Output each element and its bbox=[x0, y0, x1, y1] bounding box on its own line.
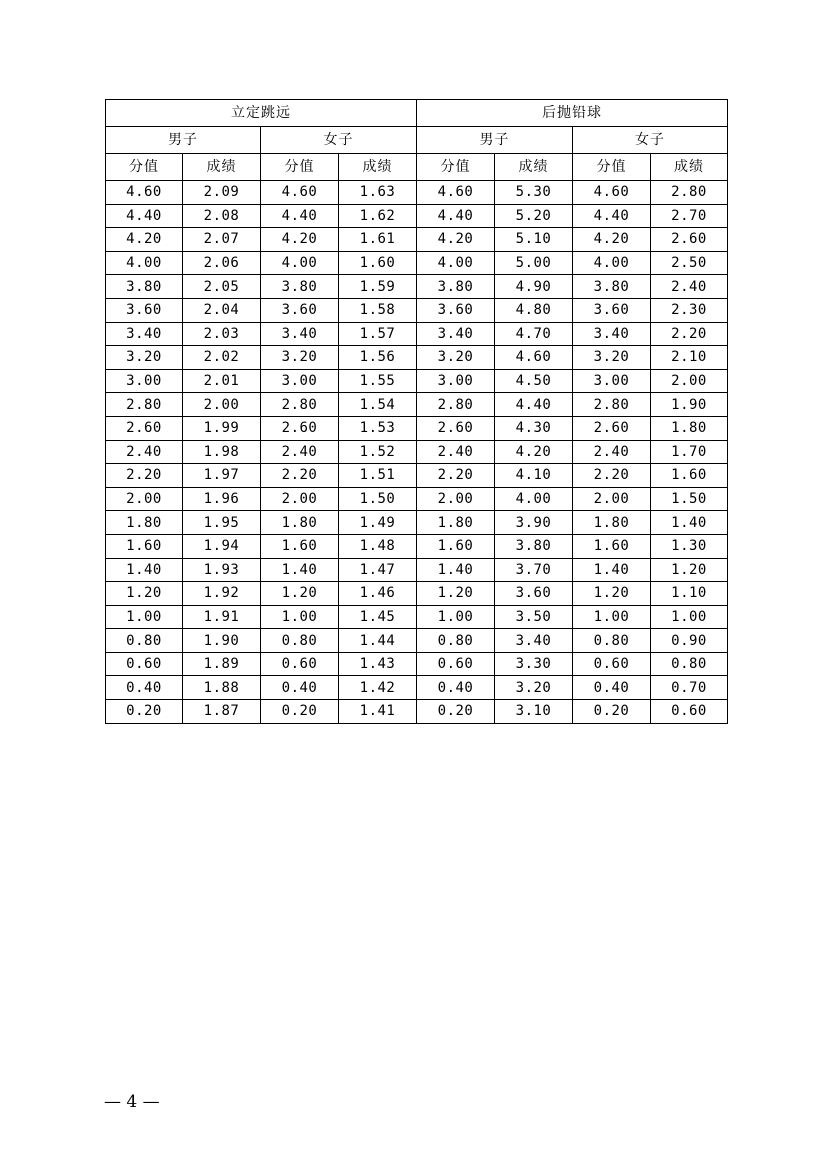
table-row bbox=[106, 416, 728, 440]
result-cell: 1.62 bbox=[339, 204, 417, 228]
table-row bbox=[106, 393, 728, 417]
column-header-result: 成绩 bbox=[651, 154, 728, 181]
score-cell: 4.60 bbox=[573, 181, 651, 205]
table-body bbox=[106, 100, 728, 724]
result-cell: 0.70 bbox=[651, 676, 728, 700]
score-cell: 2.60 bbox=[106, 416, 183, 440]
score-cell: 1.60 bbox=[573, 534, 651, 558]
score-cell: 2.80 bbox=[261, 393, 339, 417]
result-cell: 1.46 bbox=[339, 582, 417, 606]
group-header-standing-long-jump: 立定跳远 bbox=[106, 100, 417, 127]
score-cell: 3.80 bbox=[106, 275, 183, 299]
score-cell: 3.00 bbox=[106, 369, 183, 393]
result-cell: 1.40 bbox=[651, 511, 728, 535]
score-cell: 0.80 bbox=[106, 629, 183, 653]
score-cell: 2.00 bbox=[261, 487, 339, 511]
score-cell: 0.60 bbox=[417, 652, 495, 676]
table-row bbox=[106, 275, 728, 299]
result-cell: 0.90 bbox=[651, 629, 728, 653]
score-cell: 1.40 bbox=[417, 558, 495, 582]
score-cell: 4.60 bbox=[261, 181, 339, 205]
score-cell: 4.00 bbox=[573, 251, 651, 275]
column-header-score: 分值 bbox=[417, 154, 495, 181]
score-cell: 2.60 bbox=[261, 416, 339, 440]
result-cell: 3.20 bbox=[495, 676, 573, 700]
score-cell: 3.80 bbox=[261, 275, 339, 299]
column-header-score: 分值 bbox=[573, 154, 651, 181]
result-cell: 2.60 bbox=[651, 228, 728, 252]
gender-header-male: 男子 bbox=[417, 127, 573, 154]
column-header-score: 分值 bbox=[261, 154, 339, 181]
result-cell: 5.10 bbox=[495, 228, 573, 252]
score-cell: 2.40 bbox=[261, 440, 339, 464]
result-cell: 4.30 bbox=[495, 416, 573, 440]
table-row bbox=[106, 582, 728, 606]
score-cell: 1.80 bbox=[573, 511, 651, 535]
result-cell: 1.20 bbox=[651, 558, 728, 582]
result-cell: 2.08 bbox=[183, 204, 261, 228]
result-cell: 0.60 bbox=[651, 700, 728, 724]
table-row bbox=[106, 322, 728, 346]
result-cell: 2.30 bbox=[651, 298, 728, 322]
result-cell: 1.88 bbox=[183, 676, 261, 700]
score-cell: 0.60 bbox=[261, 652, 339, 676]
result-cell: 1.59 bbox=[339, 275, 417, 299]
score-cell: 3.00 bbox=[261, 369, 339, 393]
result-cell: 3.80 bbox=[495, 534, 573, 558]
table-row bbox=[106, 228, 728, 252]
result-cell: 1.61 bbox=[339, 228, 417, 252]
result-cell: 2.80 bbox=[651, 181, 728, 205]
score-cell: 4.20 bbox=[573, 228, 651, 252]
score-cell: 1.20 bbox=[417, 582, 495, 606]
result-cell: 2.02 bbox=[183, 346, 261, 370]
result-cell: 2.70 bbox=[651, 204, 728, 228]
result-cell: 1.95 bbox=[183, 511, 261, 535]
score-cell: 1.60 bbox=[261, 534, 339, 558]
score-cell: 0.20 bbox=[417, 700, 495, 724]
result-cell: 2.50 bbox=[651, 251, 728, 275]
score-cell: 0.80 bbox=[261, 629, 339, 653]
result-cell: 3.30 bbox=[495, 652, 573, 676]
result-cell: 1.42 bbox=[339, 676, 417, 700]
result-cell: 1.60 bbox=[339, 251, 417, 275]
result-cell: 4.60 bbox=[495, 346, 573, 370]
score-cell: 2.00 bbox=[573, 487, 651, 511]
score-cell: 0.80 bbox=[417, 629, 495, 653]
score-cell: 0.60 bbox=[106, 652, 183, 676]
result-cell: 1.70 bbox=[651, 440, 728, 464]
score-cell: 1.00 bbox=[106, 605, 183, 629]
result-cell: 2.20 bbox=[651, 322, 728, 346]
result-cell: 1.00 bbox=[651, 605, 728, 629]
result-cell: 1.98 bbox=[183, 440, 261, 464]
score-cell: 4.60 bbox=[417, 181, 495, 205]
table-row bbox=[106, 440, 728, 464]
result-cell: 1.90 bbox=[651, 393, 728, 417]
score-cell: 3.20 bbox=[573, 346, 651, 370]
result-cell: 4.50 bbox=[495, 369, 573, 393]
score-cell: 0.40 bbox=[261, 676, 339, 700]
result-cell: 1.44 bbox=[339, 629, 417, 653]
result-cell: 2.03 bbox=[183, 322, 261, 346]
score-cell: 0.20 bbox=[573, 700, 651, 724]
result-cell: 1.96 bbox=[183, 487, 261, 511]
result-cell: 2.09 bbox=[183, 181, 261, 205]
gender-header-female: 女子 bbox=[261, 127, 417, 154]
score-cell: 3.20 bbox=[106, 346, 183, 370]
group-header-row bbox=[106, 100, 728, 127]
column-header-result: 成绩 bbox=[495, 154, 573, 181]
result-cell: 1.54 bbox=[339, 393, 417, 417]
result-cell: 2.05 bbox=[183, 275, 261, 299]
result-cell: 4.70 bbox=[495, 322, 573, 346]
score-cell: 3.00 bbox=[417, 369, 495, 393]
result-cell: 1.90 bbox=[183, 629, 261, 653]
table-row bbox=[106, 534, 728, 558]
score-cell: 2.40 bbox=[417, 440, 495, 464]
score-cell: 3.60 bbox=[261, 298, 339, 322]
table-row bbox=[106, 181, 728, 205]
score-cell: 1.80 bbox=[417, 511, 495, 535]
result-cell: 3.40 bbox=[495, 629, 573, 653]
result-cell: 4.80 bbox=[495, 298, 573, 322]
result-cell: 1.51 bbox=[339, 464, 417, 488]
table-row bbox=[106, 204, 728, 228]
result-cell: 1.63 bbox=[339, 181, 417, 205]
score-cell: 3.20 bbox=[261, 346, 339, 370]
result-cell: 1.53 bbox=[339, 416, 417, 440]
result-cell: 1.94 bbox=[183, 534, 261, 558]
score-cell: 3.40 bbox=[573, 322, 651, 346]
score-cell: 3.00 bbox=[573, 369, 651, 393]
result-cell: 1.50 bbox=[339, 487, 417, 511]
result-cell: 1.91 bbox=[183, 605, 261, 629]
table-row bbox=[106, 558, 728, 582]
column-header-result: 成绩 bbox=[339, 154, 417, 181]
score-cell: 2.80 bbox=[106, 393, 183, 417]
score-cell: 3.40 bbox=[106, 322, 183, 346]
score-cell: 1.80 bbox=[261, 511, 339, 535]
score-cell: 3.60 bbox=[106, 298, 183, 322]
table-row bbox=[106, 605, 728, 629]
score-cell: 0.40 bbox=[417, 676, 495, 700]
result-cell: 1.93 bbox=[183, 558, 261, 582]
result-cell: 1.56 bbox=[339, 346, 417, 370]
result-cell: 0.80 bbox=[651, 652, 728, 676]
result-cell: 1.47 bbox=[339, 558, 417, 582]
score-cell: 1.00 bbox=[417, 605, 495, 629]
table-row bbox=[106, 511, 728, 535]
score-cell: 1.20 bbox=[261, 582, 339, 606]
score-cell: 2.20 bbox=[261, 464, 339, 488]
result-cell: 1.48 bbox=[339, 534, 417, 558]
score-cell: 4.20 bbox=[417, 228, 495, 252]
result-cell: 1.50 bbox=[651, 487, 728, 511]
result-cell: 2.06 bbox=[183, 251, 261, 275]
score-cell: 2.40 bbox=[573, 440, 651, 464]
table-row bbox=[106, 251, 728, 275]
result-cell: 4.10 bbox=[495, 464, 573, 488]
result-cell: 3.60 bbox=[495, 582, 573, 606]
table-row bbox=[106, 676, 728, 700]
score-cell: 3.20 bbox=[417, 346, 495, 370]
table-row bbox=[106, 629, 728, 653]
result-cell: 4.90 bbox=[495, 275, 573, 299]
result-cell: 1.30 bbox=[651, 534, 728, 558]
score-cell: 3.40 bbox=[261, 322, 339, 346]
score-cell: 4.00 bbox=[106, 251, 183, 275]
result-cell: 2.07 bbox=[183, 228, 261, 252]
score-cell: 1.40 bbox=[261, 558, 339, 582]
result-cell: 1.57 bbox=[339, 322, 417, 346]
result-cell: 1.58 bbox=[339, 298, 417, 322]
score-cell: 4.40 bbox=[106, 204, 183, 228]
gender-header-male: 男子 bbox=[106, 127, 261, 154]
table-row bbox=[106, 700, 728, 724]
score-cell: 0.40 bbox=[573, 676, 651, 700]
table-row bbox=[106, 369, 728, 393]
result-cell: 2.40 bbox=[651, 275, 728, 299]
column-header-result: 成绩 bbox=[183, 154, 261, 181]
result-cell: 1.52 bbox=[339, 440, 417, 464]
score-cell: 1.40 bbox=[106, 558, 183, 582]
column-header-score: 分值 bbox=[106, 154, 183, 181]
group-header-backward-shot-put: 后抛铅球 bbox=[417, 100, 728, 127]
result-cell: 1.45 bbox=[339, 605, 417, 629]
score-cell: 3.40 bbox=[417, 322, 495, 346]
result-cell: 5.20 bbox=[495, 204, 573, 228]
result-cell: 1.10 bbox=[651, 582, 728, 606]
score-cell: 2.00 bbox=[106, 487, 183, 511]
table-row bbox=[106, 487, 728, 511]
result-cell: 2.01 bbox=[183, 369, 261, 393]
score-cell: 1.20 bbox=[573, 582, 651, 606]
score-cell: 3.60 bbox=[417, 298, 495, 322]
score-cell: 1.60 bbox=[106, 534, 183, 558]
score-cell: 1.80 bbox=[106, 511, 183, 535]
gender-header-row bbox=[106, 127, 728, 154]
score-cell: 3.60 bbox=[573, 298, 651, 322]
score-cell: 2.80 bbox=[573, 393, 651, 417]
score-cell: 2.20 bbox=[417, 464, 495, 488]
score-cell: 4.40 bbox=[261, 204, 339, 228]
result-cell: 1.97 bbox=[183, 464, 261, 488]
result-cell: 3.70 bbox=[495, 558, 573, 582]
result-cell: 2.04 bbox=[183, 298, 261, 322]
score-cell: 4.20 bbox=[106, 228, 183, 252]
score-cell: 4.00 bbox=[417, 251, 495, 275]
page-number: — 4 — bbox=[104, 1092, 160, 1112]
score-cell: 0.40 bbox=[106, 676, 183, 700]
score-cell: 2.00 bbox=[417, 487, 495, 511]
score-cell: 4.00 bbox=[261, 251, 339, 275]
result-cell: 1.41 bbox=[339, 700, 417, 724]
score-cell: 1.00 bbox=[261, 605, 339, 629]
score-cell: 3.80 bbox=[417, 275, 495, 299]
score-cell: 4.40 bbox=[417, 204, 495, 228]
score-cell: 0.60 bbox=[573, 652, 651, 676]
score-cell: 1.00 bbox=[573, 605, 651, 629]
result-cell: 2.10 bbox=[651, 346, 728, 370]
result-cell: 1.87 bbox=[183, 700, 261, 724]
score-cell: 2.80 bbox=[417, 393, 495, 417]
score-table bbox=[105, 99, 728, 724]
score-cell: 2.40 bbox=[106, 440, 183, 464]
result-cell: 5.00 bbox=[495, 251, 573, 275]
gender-header-female: 女子 bbox=[573, 127, 728, 154]
result-cell: 1.43 bbox=[339, 652, 417, 676]
result-cell: 1.49 bbox=[339, 511, 417, 535]
result-cell: 2.00 bbox=[651, 369, 728, 393]
score-cell: 2.20 bbox=[106, 464, 183, 488]
result-cell: 1.89 bbox=[183, 652, 261, 676]
table-row bbox=[106, 652, 728, 676]
result-cell: 3.50 bbox=[495, 605, 573, 629]
score-cell: 2.60 bbox=[573, 416, 651, 440]
score-cell: 4.20 bbox=[261, 228, 339, 252]
score-cell: 1.60 bbox=[417, 534, 495, 558]
column-header-row bbox=[106, 154, 728, 181]
result-cell: 3.10 bbox=[495, 700, 573, 724]
score-cell: 0.20 bbox=[261, 700, 339, 724]
score-cell: 0.80 bbox=[573, 629, 651, 653]
score-cell: 0.20 bbox=[106, 700, 183, 724]
score-cell: 2.20 bbox=[573, 464, 651, 488]
result-cell: 3.90 bbox=[495, 511, 573, 535]
result-cell: 5.30 bbox=[495, 181, 573, 205]
result-cell: 4.20 bbox=[495, 440, 573, 464]
result-cell: 1.92 bbox=[183, 582, 261, 606]
table-row bbox=[106, 346, 728, 370]
result-cell: 4.40 bbox=[495, 393, 573, 417]
score-cell: 1.20 bbox=[106, 582, 183, 606]
score-cell: 4.60 bbox=[106, 181, 183, 205]
result-cell: 1.99 bbox=[183, 416, 261, 440]
score-cell: 1.40 bbox=[573, 558, 651, 582]
result-cell: 4.00 bbox=[495, 487, 573, 511]
score-cell: 2.60 bbox=[417, 416, 495, 440]
table-row bbox=[106, 298, 728, 322]
score-cell: 3.80 bbox=[573, 275, 651, 299]
result-cell: 1.60 bbox=[651, 464, 728, 488]
result-cell: 1.80 bbox=[651, 416, 728, 440]
result-cell: 2.00 bbox=[183, 393, 261, 417]
score-cell: 4.40 bbox=[573, 204, 651, 228]
result-cell: 1.55 bbox=[339, 369, 417, 393]
table-row bbox=[106, 464, 728, 488]
